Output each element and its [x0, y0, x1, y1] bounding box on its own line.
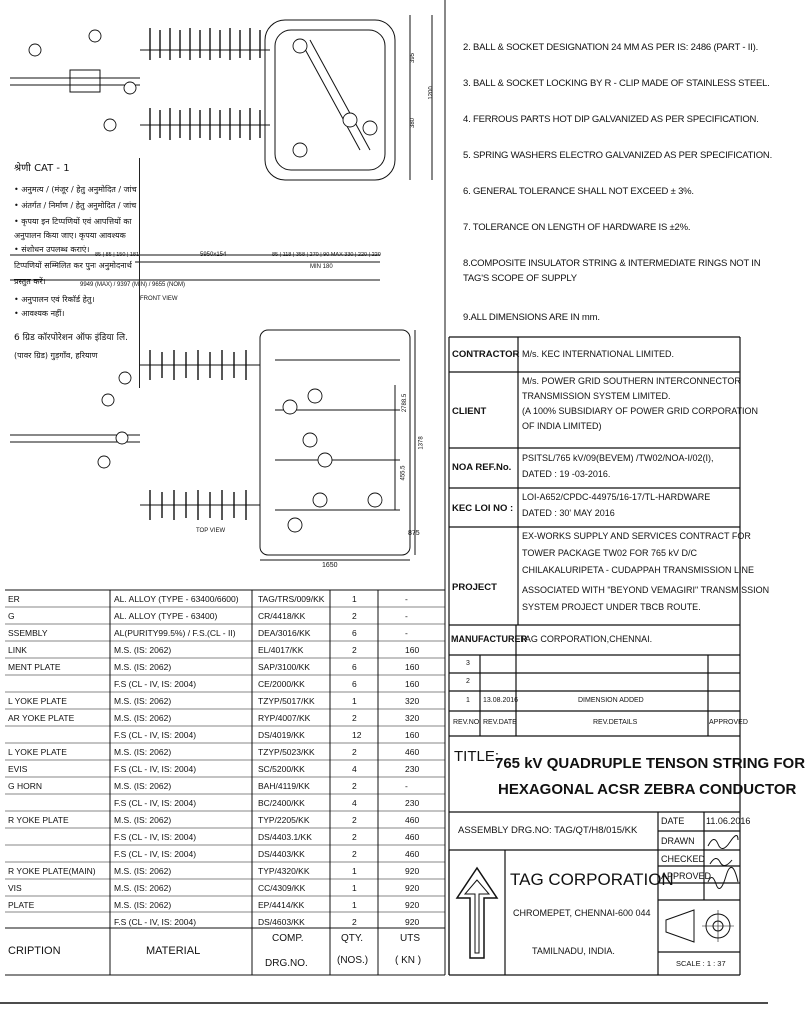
dim-875: 875 — [408, 530, 420, 537]
client-line: OF INDIA LIMITED) — [522, 421, 602, 431]
table-cell-uts: 320 — [405, 696, 420, 706]
table-cell-drg: TZYP/5017/KK — [258, 696, 315, 706]
stamp-line: • कृपया इन टिप्पणियों एवं आपत्तियों का — [14, 217, 132, 226]
table-cell-mat: F.S (CL - IV, IS: 2004) — [114, 798, 197, 808]
project-line: CHILAKALURIPETA - CUDAPPAH TRANSMISSION LINE — [522, 565, 755, 575]
drawn-label: DRAWN — [661, 836, 695, 846]
note-item: TAG'S SCOPE OF SUPPLY — [463, 273, 577, 284]
table-cell-qty: 2 — [352, 611, 357, 621]
front-view-label: FRONT VIEW — [140, 296, 178, 302]
table-cell-drg: CC/4309/KK — [258, 883, 306, 893]
table-cell-uts: 160 — [405, 730, 420, 740]
stamp-line: 6 ग्रिड कॉरपोरेशन ऑफ इंडिया लि. — [14, 333, 128, 343]
table-cell-mat: M.S. (IS: 2062) — [114, 747, 172, 757]
table-cell-desc: R YOKE PLATE — [8, 815, 69, 825]
table-cell-drg: EL/4017/KK — [258, 645, 304, 655]
mat-header-desc: CRIPTION — [8, 945, 61, 957]
loi-label: KEC LOI NO : — [452, 503, 514, 514]
mat-header-uts2: ( KN ) — [395, 955, 422, 966]
table-cell-qty: 4 — [352, 764, 357, 774]
table-cell-drg: TAG/TRS/009/KK — [258, 594, 325, 604]
table-cell-qty: 12 — [352, 730, 362, 740]
table-cell-drg: RYP/4007/KK — [258, 713, 311, 723]
mat-header-drg1: COMP. — [272, 933, 304, 944]
table-cell-qty: 2 — [352, 815, 357, 825]
note-item: 2. BALL & SOCKET DESIGNATION 24 MM AS PER IS: 2486 (PART - II). — [463, 42, 759, 53]
table-cell-drg: DS/4603/KK — [258, 917, 305, 927]
table-cell-drg: SC/5200/KK — [258, 764, 305, 774]
table-cell-mat: F.S (CL - IV, IS: 2004) — [114, 764, 197, 774]
stamp-line: (पावर ग्रिड) गुड़गाँव, हरियाण — [14, 351, 98, 360]
client-line: M/s. POWER GRID SOUTHERN INTERCONNECTOR — [522, 376, 741, 386]
table-cell-desc: G HORN — [8, 781, 42, 791]
table-cell-mat: AL. ALLOY (TYPE - 63400) — [114, 611, 218, 621]
table-cell-uts: - — [405, 628, 408, 638]
table-cell-mat: AL. ALLOY (TYPE - 63400/6600) — [114, 594, 239, 604]
stamp-line: टिप्पणियों सम्मिलित कर पुनः अनुमोदनार्थ — [14, 261, 132, 270]
table-cell-mat: M.S. (IS: 2062) — [114, 713, 172, 723]
note-item: 9.ALL DIMENSIONS ARE IN mm. — [463, 312, 600, 323]
table-cell-uts: 230 — [405, 764, 420, 774]
table-cell-drg: BC/2400/KK — [258, 798, 305, 808]
stamp-line: अनुपालन किया जाए। कृपया आवश्यक — [14, 231, 126, 240]
dim-left: 85 | 85 | 150 | 181 — [95, 252, 140, 258]
table-cell-drg: TYP/2205/KK — [258, 815, 310, 825]
table-cell-uts: 320 — [405, 713, 420, 723]
mat-header-qty2: (NOS.) — [337, 955, 369, 966]
dim-1650: 1650 — [322, 562, 338, 569]
table-cell-mat: F.S (CL - IV, IS: 2004) — [114, 730, 197, 740]
table-cell-mat: M.S. (IS: 2062) — [114, 662, 172, 672]
table-cell-drg: CE/2000/KK — [258, 679, 305, 689]
assembly-drg-no: ASSEMBLY DRG.NO: TAG/QT/H8/015/KK — [458, 825, 638, 836]
contractor-value: M/s. KEC INTERNATIONAL LIMITED. — [522, 349, 675, 359]
table-cell-desc: PLATE — [8, 900, 35, 910]
table-cell-uts: - — [405, 611, 408, 621]
company-name: TAG CORPORATION — [510, 870, 674, 889]
table-cell-uts: 160 — [405, 662, 420, 672]
table-cell-qty: 1 — [352, 900, 357, 910]
table-cell-uts: 230 — [405, 798, 420, 808]
rev-details: DIMENSION ADDED — [578, 697, 644, 704]
rev-date: 13.08.2016 — [483, 697, 519, 704]
signatures — [704, 832, 740, 898]
table-cell-mat: M.S. (IS: 2062) — [114, 781, 172, 791]
table-cell-qty: 2 — [352, 645, 357, 655]
noa-line: DATED : 19 -03-2016. — [522, 469, 611, 479]
project-line: TOWER PACKAGE TW02 FOR 765 kV D/C — [522, 548, 698, 558]
rev-no: 1 — [466, 697, 470, 704]
stamp-line: श्रेणी CAT - 1 — [14, 163, 70, 174]
project-line: EX-WORKS SUPPLY AND SERVICES CONTRACT FOR — [522, 531, 751, 541]
table-cell-qty: 1 — [352, 696, 357, 706]
table-cell-uts: 160 — [405, 645, 420, 655]
table-cell-drg: TYP/4320/KK — [258, 866, 310, 876]
table-cell-qty: 2 — [352, 832, 357, 842]
table-cell-uts: 920 — [405, 917, 420, 927]
stamp-line: • संशोधन उपलब्ध कराएं। — [14, 245, 90, 254]
noa-line: PSITSL/765 kV/09(BEVEM) /TW02/NOA-I/02(I), — [522, 453, 714, 463]
dim-395: 395 — [410, 52, 417, 64]
table-cell-desc: AR YOKE PLATE — [8, 713, 75, 723]
rev-no: 3 — [466, 660, 470, 667]
table-cell-mat: F.S (CL - IV, IS: 2004) — [114, 917, 197, 927]
table-cell-drg: EP/4414/KK — [258, 900, 305, 910]
company-address-2: TAMILNADU, INDIA. — [532, 946, 615, 956]
table-cell-drg: DS/4403/KK — [258, 849, 305, 859]
table-cell-uts: - — [405, 781, 408, 791]
note-item: 4. FERROUS PARTS HOT DIP GALVANIZED AS PER SPECIFICATION. — [463, 114, 759, 125]
table-cell-drg: BAH/4119/KK — [258, 781, 310, 791]
table-cell-uts: - — [405, 594, 408, 604]
table-cell-drg: DS/4403.1/KK — [258, 832, 312, 842]
note-item: 3. BALL & SOCKET LOCKING BY R - CLIP MADE OF STAINLESS STEEL. — [463, 78, 770, 89]
title-prefix: TITLE: — [454, 748, 500, 765]
table-cell-mat: M.S. (IS: 2062) — [114, 815, 172, 825]
table-cell-qty: 1 — [352, 594, 357, 604]
table-cell-drg: SAP/3100/KK — [258, 662, 310, 672]
projection-symbol-icon — [660, 902, 738, 950]
table-cell-qty: 1 — [352, 883, 357, 893]
table-cell-uts: 460 — [405, 832, 420, 842]
scale-label: SCALE : 1 : 37 — [676, 959, 726, 968]
rev-header-details: REV.DETAILS — [593, 719, 638, 726]
table-cell-mat: F.S (CL - IV, IS: 2004) — [114, 832, 197, 842]
table-cell-drg: TZYP/5023/KK — [258, 747, 315, 757]
tag-logo — [452, 858, 502, 968]
stamp-line: प्रस्तुत करें। — [14, 277, 46, 286]
note-item: 7. TOLERANCE ON LENGTH OF HARDWARE IS ±2%. — [463, 222, 691, 233]
table-cell-mat: M.S. (IS: 2062) — [114, 883, 172, 893]
table-cell-uts: 460 — [405, 849, 420, 859]
table-cell-uts: 920 — [405, 900, 420, 910]
table-cell-qty: 4 — [352, 798, 357, 808]
table-cell-drg: DEA/3016/KK — [258, 628, 311, 638]
table-cell-mat: M.S. (IS: 2062) — [114, 866, 172, 876]
dim-4555: 455.5 — [400, 465, 407, 481]
loi-line: LOI-A652/CPDC-44975/16-17/TL-HARDWARE — [522, 492, 711, 502]
company-address-1: CHROMEPET, CHENNAI-600 044 — [513, 908, 651, 918]
table-cell-uts: 460 — [405, 815, 420, 825]
note-item: 5. SPRING WASHERS ELECTRO GALVANIZED AS PER SPECIFICATION. — [463, 150, 773, 161]
date-label: DATE — [661, 816, 685, 826]
stamp-line: • आवश्यक नहीं। — [14, 309, 65, 318]
table-cell-qty: 2 — [352, 713, 357, 723]
checked-label: CHECKED — [661, 854, 706, 864]
mat-header-material: MATERIAL — [146, 945, 201, 957]
dim-5950: 5950x154 — [200, 252, 227, 258]
stamp-line: • अंतर्गत / निर्माण / हेतु अनुमोदित / जांच — [14, 201, 137, 210]
contractor-label: CONTRACTOR — [452, 349, 520, 360]
rev-header-no: REV.NO — [453, 719, 480, 726]
table-cell-uts: 920 — [405, 866, 420, 876]
stamp-line: • अनुमत्य / (मंजूर / हेतु अनुमोदित / जांच — [14, 185, 137, 194]
table-cell-qty: 2 — [352, 917, 357, 927]
dim-2788: 2788.5 — [402, 393, 409, 413]
project-line: ASSOCIATED WITH "BEYOND VEMAGIRI" TRANSMISSION — [522, 585, 770, 595]
client-line: TRANSMISSION SYSTEM LIMITED. — [522, 391, 671, 401]
rev-no: 2 — [466, 678, 470, 685]
table-cell-uts: 920 — [405, 883, 420, 893]
project-line: SYSTEM PROJECT UNDER TBCB ROUTE. — [522, 602, 701, 612]
note-item: 8.COMPOSITE INSULATOR STRING & INTERMEDIATE RINGS NOT IN — [463, 258, 761, 269]
note-item: 6. GENERAL TOLERANCE SHALL NOT EXCEED ± 3%. — [463, 186, 694, 197]
dim-min180: MIN 180 — [310, 264, 333, 270]
table-cell-desc: ER — [8, 594, 20, 604]
manufacturer-value: TAG CORPORATION,CHENNAI. — [520, 634, 653, 644]
dim-total: 9949 (MAX) / 9397 (MIN) / 9655 (NOM) — [80, 282, 186, 288]
table-cell-mat: F.S (CL - IV, IS: 2004) — [114, 849, 197, 859]
table-cell-uts: 160 — [405, 679, 420, 689]
table-cell-qty: 2 — [352, 747, 357, 757]
rev-header-approved: APPROVED — [709, 719, 748, 726]
table-cell-drg: DS/4019/KK — [258, 730, 305, 740]
mat-header-drg2: DRG.NO. — [265, 958, 308, 969]
approved-label: APPROVED — [661, 871, 712, 881]
table-cell-qty: 1 — [352, 866, 357, 876]
client-label: CLIENT — [452, 406, 487, 417]
table-cell-qty: 2 — [352, 849, 357, 859]
table-cell-mat: M.S. (IS: 2062) — [114, 900, 172, 910]
noa-label: NOA REF.No. — [452, 462, 512, 473]
table-cell-qty: 6 — [352, 662, 357, 672]
table-cell-qty: 2 — [352, 781, 357, 791]
mat-header-uts1: UTS — [400, 933, 420, 944]
title-line-2: HEXAGONAL ACSR ZEBRA CONDUCTOR — [498, 781, 797, 798]
manufacturer-label: MANUFACTURER — [451, 634, 527, 644]
table-cell-desc: MENT PLATE — [8, 662, 61, 672]
dim-row: 85 | 118 | 358 | 270 | 90 MAX 330 | 220 | 220 — [272, 252, 381, 258]
loi-line: DATED : 30' MAY 2016 — [522, 508, 615, 518]
stamp-line: • अनुपालन एवं रिकॉर्ड हेतु। — [14, 295, 95, 304]
table-cell-mat: M.S. (IS: 2062) — [114, 645, 172, 655]
table-cell-desc: LINK — [8, 645, 27, 655]
table-cell-desc: G — [8, 611, 15, 621]
rev-header-date: REV.DATE — [483, 719, 517, 726]
table-cell-desc: R YOKE PLATE(MAIN) — [8, 866, 96, 876]
table-cell-qty: 6 — [352, 628, 357, 638]
dim-380: 380 — [410, 117, 417, 129]
client-line: (A 100% SUBSIDIARY OF POWER GRID CORPORATION — [522, 406, 759, 416]
table-cell-drg: CR/4418/KK — [258, 611, 306, 621]
table-cell-qty: 6 — [352, 679, 357, 689]
mat-header-qty1: QTY. — [341, 933, 364, 944]
title-line-1: 765 kV QUADRUPLE TENSON STRING FOR — [495, 755, 805, 772]
table-cell-desc: VIS — [8, 883, 22, 893]
dim-1200: 1200 — [428, 86, 435, 100]
table-cell-desc: L YOKE PLATE — [8, 696, 67, 706]
top-view-label: TOP VIEW — [196, 528, 226, 534]
table-cell-desc: L YOKE PLATE — [8, 747, 67, 757]
table-cell-uts: 460 — [405, 747, 420, 757]
table-cell-desc: EVIS — [8, 764, 28, 774]
table-cell-mat: F.S (CL - IV, IS: 2004) — [114, 679, 197, 689]
dim-1378: 1378 — [418, 436, 425, 450]
date-value: 11.06.2016 — [706, 816, 751, 826]
table-cell-mat: AL(PURITY99.5%) / F.S.(CL - II) — [114, 628, 236, 638]
table-cell-desc: SSEMBLY — [8, 628, 48, 638]
table-cell-mat: M.S. (IS: 2062) — [114, 696, 172, 706]
project-label: PROJECT — [452, 582, 497, 593]
